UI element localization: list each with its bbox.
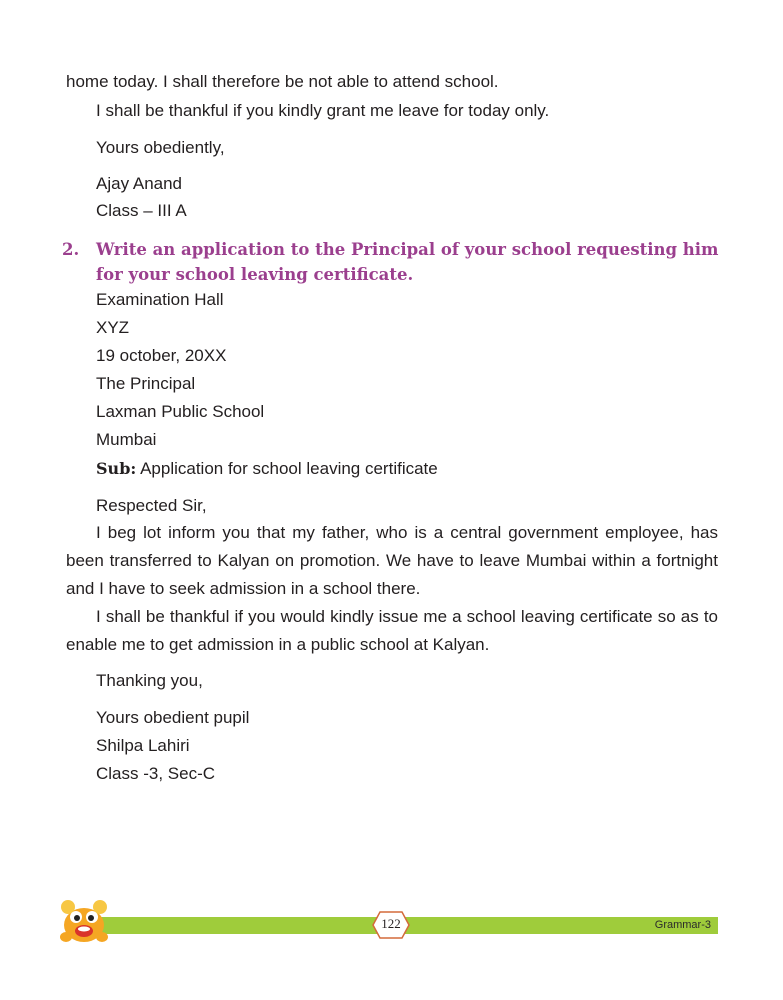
recipient-line-1: The Principal xyxy=(96,374,196,393)
mascot-icon xyxy=(56,895,112,945)
sender-line-1: Examination Hall xyxy=(96,290,224,309)
salutation: Respected Sir, xyxy=(96,496,207,515)
body-paragraph-2: I shall be thankful if you would kindly issue me a school leaving certificate so as to enable me to get admission in a public school at Kalyan. xyxy=(66,607,718,654)
letter1-continued-line: home today. I shall therefore be not able to attend school. xyxy=(66,72,499,91)
recipient-line-2: Laxman Public School xyxy=(96,402,265,421)
subject-label: Sub: xyxy=(96,459,137,478)
question-line-1: Write an application to the Principal of your school requesting him xyxy=(96,240,719,259)
question-number: 2. xyxy=(62,240,80,259)
page-number: 122 xyxy=(381,916,401,931)
letter1-request: I shall be thankful if you kindly grant me leave for today only. xyxy=(96,101,550,120)
thanks: Thanking you, xyxy=(96,671,203,690)
letter1-name: Ajay Anand xyxy=(96,174,183,193)
body-paragraph-1: I beg lot inform you that my father, who is a central government employee, has been transferred to Kalyan on promotion. We have to leave Mumbai within a fortnight and I have to seek admission in a school there. xyxy=(66,523,718,598)
closing: Yours obedient pupil xyxy=(96,708,250,727)
letter-date: 19 october, 20XX xyxy=(96,346,227,365)
recipient-line-3: Mumbai xyxy=(96,430,157,449)
signatory-class: Class -3, Sec-C xyxy=(96,764,216,783)
question-line-2: for your school leaving certificate. xyxy=(96,265,414,284)
book-title: Grammar-3 xyxy=(654,919,711,931)
sender-line-2: XYZ xyxy=(96,318,130,337)
subject-line xyxy=(96,458,438,480)
letter1-closing: Yours obediently, xyxy=(96,138,225,157)
signatory-name: Shilpa Lahiri xyxy=(96,736,190,755)
page-number-badge xyxy=(372,910,410,940)
subject-text: Application for school leaving certificate xyxy=(136,459,438,478)
letter1-class: Class – III A xyxy=(96,201,187,220)
